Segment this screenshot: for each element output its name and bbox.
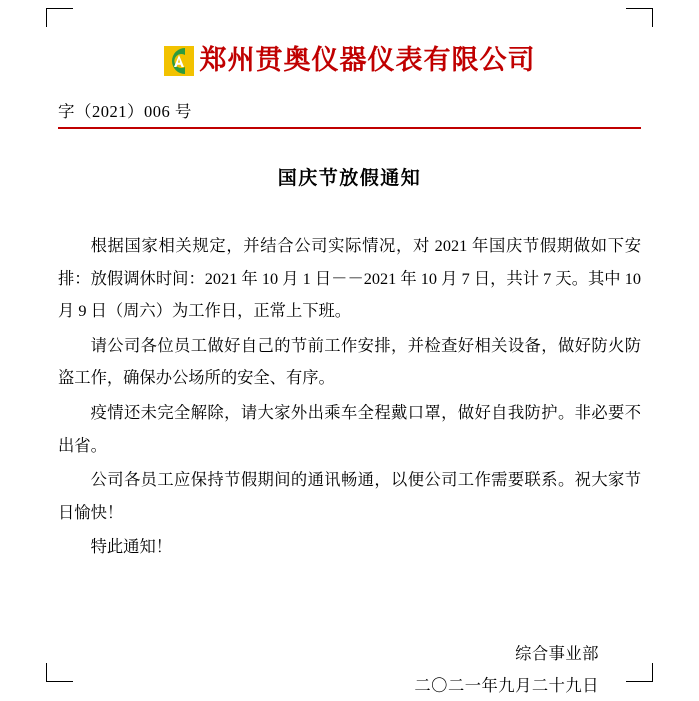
body-paragraph: 疫情还未完全解除，请大家外出乘车全程戴口罩，做好自我防护。非必要不出省。	[58, 402, 641, 455]
signature-date: 二〇二一年九月二十九日	[414, 675, 599, 695]
document-title: 国庆节放假通知	[277, 168, 422, 189]
signature-department: 综合事业部	[515, 643, 599, 663]
signature-block	[58, 638, 641, 701]
body-paragraph: 根据国家相关规定，并结合公司实际情况，对 2021 年国庆节假期做如下安排：放假调休时间：2021 年 10 月 1 日－－2021 年 10 月 7 日，共计 7 天。其中 10 月 9 日（周六）为工作日，正常上下班。	[58, 236, 641, 321]
body-paragraph: 特此通知！	[90, 537, 173, 557]
body-paragraph: 公司各员工应保持节假期间的通讯畅通，以便公司工作需要联系。祝大家节日愉快！	[58, 470, 641, 522]
document-body	[58, 230, 641, 564]
document-content	[58, 28, 641, 701]
company-logo-ga-icon	[164, 46, 194, 76]
document-number: 字（2021）006 号	[58, 102, 192, 121]
letterhead	[58, 46, 641, 76]
company-name: 郑州贯奥仪器仪表有限公司	[199, 45, 536, 76]
body-paragraph: 请公司各位员工做好自己的节前工作安排，并检查好相关设备，做好防火防盗工作，确保办公场所的安全、有序。	[58, 335, 641, 388]
crop-mark-top-left	[46, 8, 73, 27]
header-divider	[58, 127, 641, 129]
crop-mark-top-right	[626, 8, 653, 27]
